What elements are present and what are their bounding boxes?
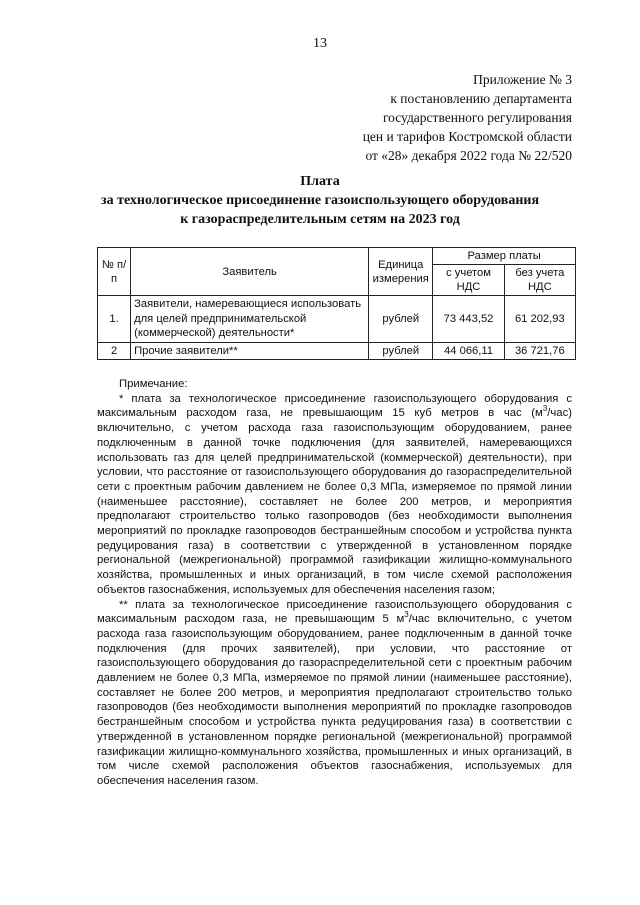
note-commercial: * плата за технологическое присоединение газоиспользующего оборудования с максимальным расходом газа, не превышающим 15 куб метров в час $(м^3/час)$ включительно, с учетом расхода газа газоиспользующим оборудованием, ранее подключенным в данной точке подключения (для заявителей, намеревающихся использовать газ для целей предпринимательской (коммерческой) деятельности), при условии, что расстояние от газоиспользующего оборудования до газораспределительной сети с проектным рабочим давлением не более 0,3 МПа, измеряемое по прямой линии (наименьшее расстояние), составляет не более 200 метров, и мероприятия предполагают строительство только газопроводов (без необходимости выполнения мероприятий по прокладке газопроводов бестраншейным способом и устройства пункта редуцирования газа) в соответствии с утвержденной в установленном порядке региональной (межрегиональной) программой газификации жилищно-коммунального хозяйства, промышленных и иных организаций, в том числе схемой расположения объектов газоснабжения, используемых для обеспечения населения газом; (97, 392, 572, 596)
notes-section (97, 377, 572, 789)
appendix-line-2: к постановлению департамента (390, 91, 572, 106)
note-other: ** плата за технологическое присоединение газоиспользующего оборудования с максимальным расходом газа, не превышающим 5 $м^3$/час включительно, с учетом расхода газа газоиспользующим оборудованием, ранее подключенным в данной точке подключения (для прочих заявителей), при условии, что расстояние от газоиспользующего оборудования до газораспределительной сети с проектным рабочим давлением не более 0,3 МПа, измеряемое по прямой линии (наименьшее расстояние), составляет не более 200 метров, и мероприятия предполагают строительство только газопроводов (без необходимости выполнения мероприятий по прокладке газопроводов бестраншейным способом и устройства пункта редуцирования газа) в соответствии с утвержденной в установленном порядке региональной (межрегиональной) программой газификации жилищно-коммунального хозяйства, промышленных и иных организаций, в том числе схемой расположения объектов газоснабжения, используемых для обеспечения населения газом. (97, 598, 572, 787)
row-applicant: Прочие заявители** (131, 343, 369, 360)
table-row (98, 296, 576, 343)
header-applicant: Заявитель (131, 248, 369, 296)
row-number: 2 (98, 343, 131, 360)
row-with-vat: 73 443,52 (433, 296, 504, 343)
row-with-vat: 44 066,11 (433, 343, 504, 360)
title-line-3: к газораспределительным сетям на 2023 год (180, 212, 460, 227)
row-unit: рублей (369, 296, 433, 343)
title-line-1: Плата (300, 174, 340, 189)
header-without-vat: без учета НДС (504, 265, 575, 296)
fee-table (97, 247, 576, 360)
header-unit: Единица измерения (369, 248, 433, 296)
row-without-vat: 61 202,93 (504, 296, 575, 343)
header-fee-size: Размер платы (433, 248, 576, 265)
appendix-date-number: от «28» декабря 2022 года № 22/520 (365, 148, 572, 163)
appendix-title: Приложение № 3 (473, 72, 572, 87)
row-number: 1. (98, 296, 131, 343)
row-unit: рублей (369, 343, 433, 360)
appendix-reference (363, 70, 572, 165)
table-row (98, 343, 576, 360)
table-header-row (98, 248, 576, 265)
row-applicant: Заявители, намеревающиеся использовать для целей предпринимательской (коммерческой) деятельности* (131, 296, 369, 343)
appendix-line-3: государственного регулирования (382, 110, 572, 125)
document-title (60, 172, 580, 229)
row-without-vat: 36 721,76 (504, 343, 575, 360)
notes-heading: Примечание: (119, 378, 188, 390)
header-number: № п/п (98, 248, 131, 296)
header-with-vat: с учетом НДС (433, 265, 504, 296)
page-number: 13 (313, 36, 327, 51)
title-line-2: за технологическое присоединение газоиспользующего оборудования (100, 193, 540, 208)
appendix-line-4: цен и тарифов Костромской области (362, 129, 572, 144)
